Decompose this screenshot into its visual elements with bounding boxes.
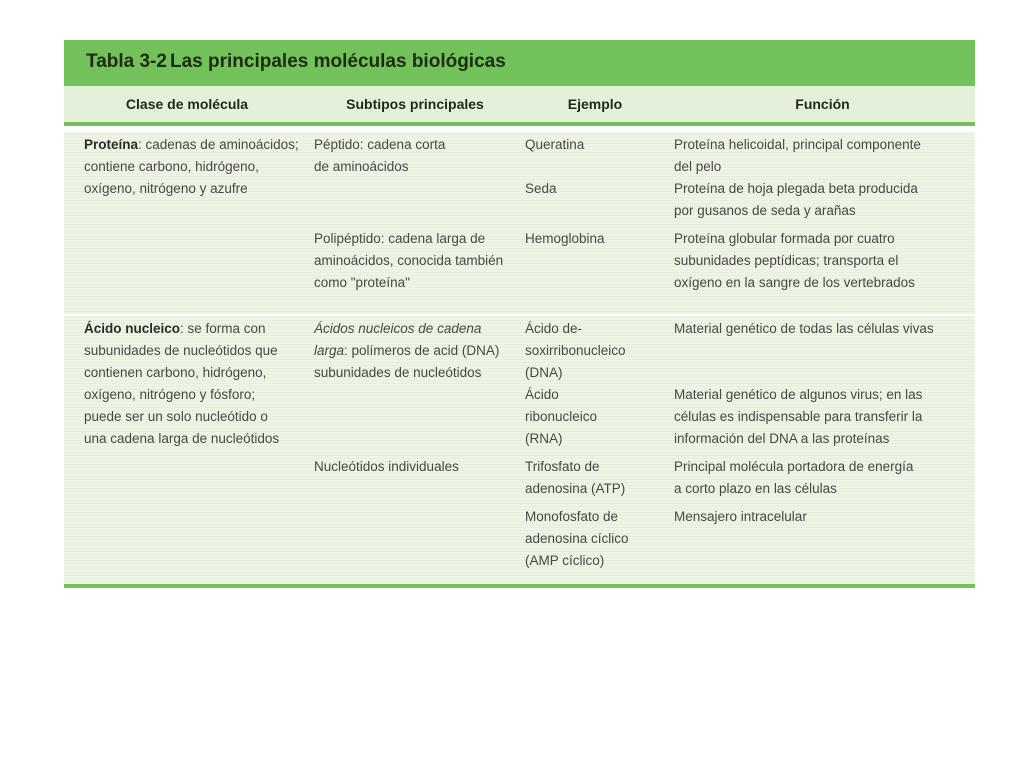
example-camp: Monofosfato de adenosina cíclico (AMP cíclico) — [525, 509, 629, 568]
nucleic-subtype-long-italic: Ácidos nucleicos de cadena larga — [314, 321, 482, 358]
example-silk: Seda — [525, 181, 557, 196]
nucleic-class-name: Ácido nucleico — [84, 321, 181, 336]
nucleic-subtype-long — [314, 318, 520, 384]
protein-class-cell — [84, 134, 310, 200]
table-bottom-rule — [64, 584, 975, 588]
header-subtypes: Subtipos principales — [346, 96, 484, 112]
table-body — [64, 132, 975, 584]
table-header-row — [64, 86, 975, 122]
row-separator — [64, 314, 975, 316]
table-title-bar — [64, 40, 975, 86]
function-atp: Principal molécula portadora de energía a corto plazo en las células — [674, 459, 914, 496]
example-rna: Ácido ribonucleico (RNA) — [525, 387, 598, 446]
protein-subtype-peptide: Péptido: cadena corta de aminoácidos — [314, 137, 446, 174]
function-rna: Material genético de algunos virus; en las células es indispensable para transferir la información del DNA a las proteínas — [674, 387, 923, 446]
function-dna: Material genético de todas las células vivas — [674, 321, 934, 336]
example-dna: Ácido de- soxirribonucleico (DNA) — [525, 321, 626, 380]
function-hemoglobin: Proteína globular formada por cuatro subunidades peptídicas; transporta el oxígeno en la sangre de los vertebrados — [674, 231, 915, 290]
function-keratin: Proteína helicoidal, principal componente del pelo — [674, 137, 921, 174]
table-title: Las principales moléculas biológicas — [170, 51, 506, 72]
header-example: Ejemplo — [567, 96, 623, 112]
protein-subtype-polypeptide: Polipéptido: cadena larga de aminoácidos, conocida también como "proteína" — [314, 231, 504, 290]
molecules-table — [64, 40, 975, 588]
example-atp: Trifosfato de adenosina (ATP) — [525, 459, 626, 496]
header-class: Clase de molécula — [125, 96, 249, 112]
example-hemoglobin: Hemoglobina — [525, 231, 605, 246]
function-silk: Proteína de hoja plegada beta producida por gusanos de seda y arañas — [674, 181, 918, 218]
table-number: Tabla 3-2 — [86, 51, 167, 72]
protein-class-name: Proteína — [84, 137, 139, 152]
nucleic-class-desc: : se forma con subunidades de nucleótidos que contienen carbono, hidrógeno, oxígeno, nitrógeno y fósforo; puede ser un solo nucleótido o una cadena larga de nucleótidos — [84, 321, 280, 446]
protein-class-desc: : cadenas de aminoácidos; contiene carbono, hidrógeno, oxígeno, nitrógeno y azufre — [84, 137, 299, 196]
header-function: Función — [795, 96, 850, 112]
nucleic-subtype-long-desc: : polímeros de acid (DNA) subunidades de nucleótidos — [314, 343, 500, 380]
example-keratin: Queratina — [525, 137, 585, 152]
function-camp: Mensajero intracelular — [674, 509, 807, 524]
nucleic-subtype-individual: Nucleótidos individuales — [314, 459, 459, 474]
nucleic-class-cell — [84, 318, 310, 450]
